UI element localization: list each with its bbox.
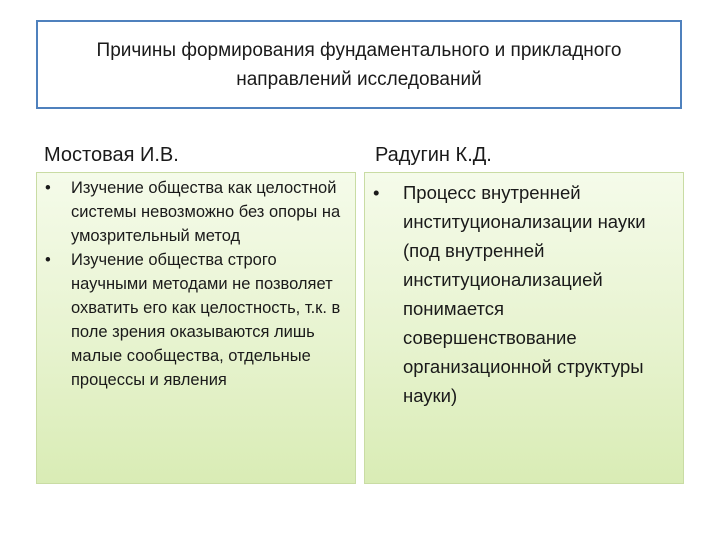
right-bullet-list [365, 173, 683, 410]
bullet-item [45, 248, 347, 392]
bullet-marker: • [45, 179, 51, 197]
bullet-text: Изучение общества строго научными методами не позволяет охватить его как целостность, т.к. в поле зрения оказываются лишь малые сообщества, отдельные процессы и явления [71, 251, 341, 389]
slide-title [97, 36, 622, 94]
left-content-panel [36, 172, 356, 484]
left-column-header: Мостовая И.В. [44, 144, 179, 166]
title-box [36, 20, 682, 109]
bullet-text: Процесс внутренней институционализации науки (под внутренней институционализацией понимается совершенствование организационной структуры науки) [403, 182, 646, 406]
bullet-marker: • [45, 251, 51, 269]
title-line-2: направлений исследований [236, 68, 482, 90]
bullet-marker: • [373, 182, 380, 203]
title-line-1: Причины формирования фундаментального и прикладного [96, 39, 622, 61]
bullet-item [45, 176, 347, 248]
left-bullet-list [37, 173, 355, 392]
bullet-item [373, 178, 675, 410]
right-column-header: Радугин К.Д. [375, 144, 492, 166]
bullet-text: Изучение общества как целостной системы невозможно без опоры на умозрительный метод [71, 179, 341, 245]
right-content-panel [364, 172, 684, 484]
